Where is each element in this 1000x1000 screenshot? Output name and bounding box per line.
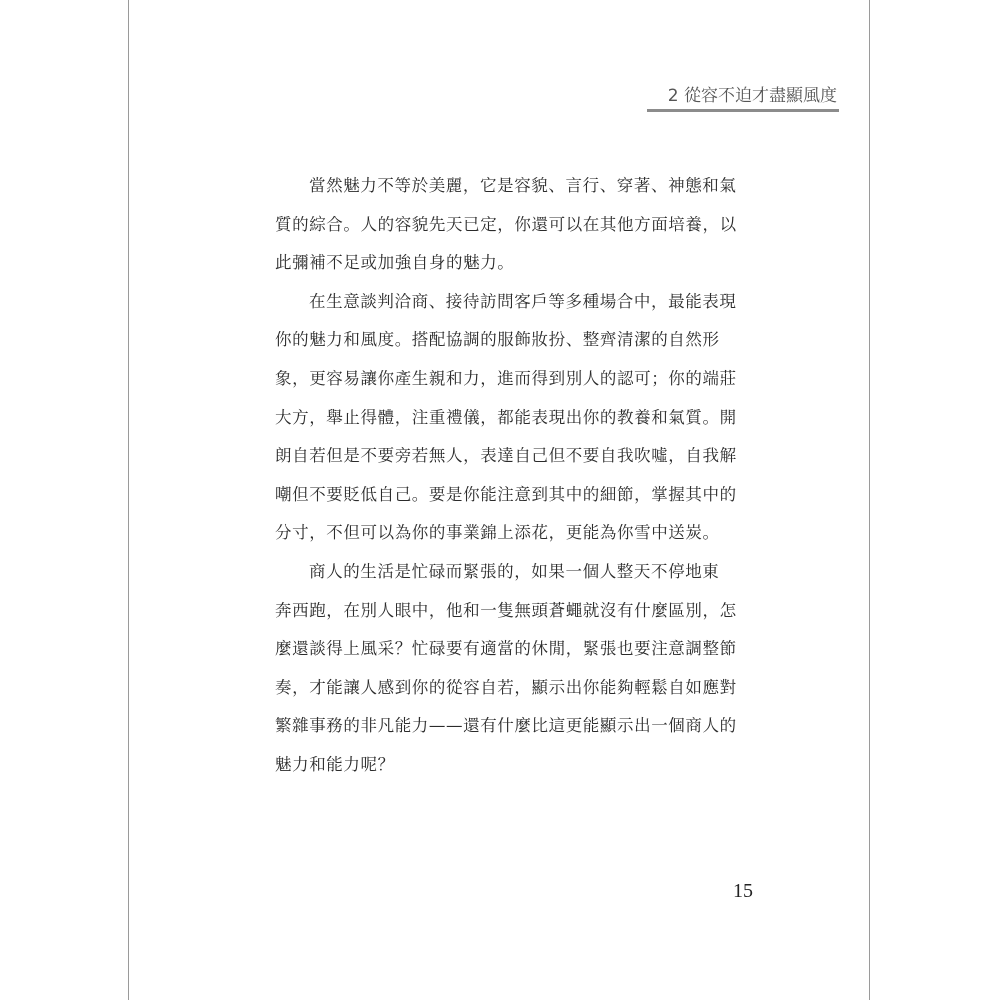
paragraph-3-line-5: 繁雜事務的非凡能力——還有什麼比這更能顯示出一個商人的	[275, 716, 737, 736]
paragraph-2-line-4: 大方，舉止得體，注重禮儀，都能表現出你的教養和氣質。開	[275, 407, 737, 427]
paragraph-3-line-1: 商人的生活是忙碌而緊張的，如果一個人整天不停地東	[309, 561, 720, 581]
paragraph-2-line-2: 你的魅力和風度。搭配協調的服飾妝扮、整齊清潔的自然形	[275, 330, 720, 350]
book-page	[128, 0, 870, 1000]
paragraph-2-line-6: 嘲但不要貶低自己。要是你能注意到其中的細節，掌握其中的	[275, 484, 737, 504]
paragraph-2-line-5: 朗自若但是不要旁若無人，表達自己但不要自我吹噓，自我解	[275, 446, 737, 466]
chapter-title: 2 從容不迫才盡顯風度	[667, 86, 837, 106]
body-text	[275, 167, 735, 785]
paragraph-1-line-2: 質的綜合。人的容貌先天已定，你還可以在其他方面培養，以	[275, 214, 737, 234]
page-number: 15	[733, 880, 753, 902]
paragraph-3-line-3: 麼還談得上風采？忙碌要有適當的休閒，緊張也要注意調整節	[275, 639, 737, 659]
paragraph-2-line-7: 分寸，不但可以為你的事業錦上添花，更能為你雪中送炭。	[275, 523, 720, 543]
paragraph-1-line-3: 此彌補不足或加強自身的魅力。	[275, 253, 515, 273]
paragraph-2-line-1: 在生意談判洽商、接待訪問客戶等多種場合中，最能表現	[309, 291, 737, 311]
paragraph-3-line-6: 魅力和能力呢？	[275, 754, 395, 774]
paragraph-3-line-4: 奏，才能讓人感到你的從容自若，顯示出你能夠輕鬆自如應對	[275, 677, 737, 697]
paragraph-2-line-3: 象，更容易讓你產生親和力，進而得到別人的認可；你的端莊	[275, 368, 737, 388]
paragraph-1-line-1: 當然魅力不等於美麗，它是容貌、言行、穿著、神態和氣	[309, 176, 737, 195]
paragraph-3-line-2: 奔西跑，在別人眼中，他和一隻無頭蒼蠅就沒有什麼區別，怎	[275, 600, 737, 620]
running-header	[647, 84, 839, 112]
